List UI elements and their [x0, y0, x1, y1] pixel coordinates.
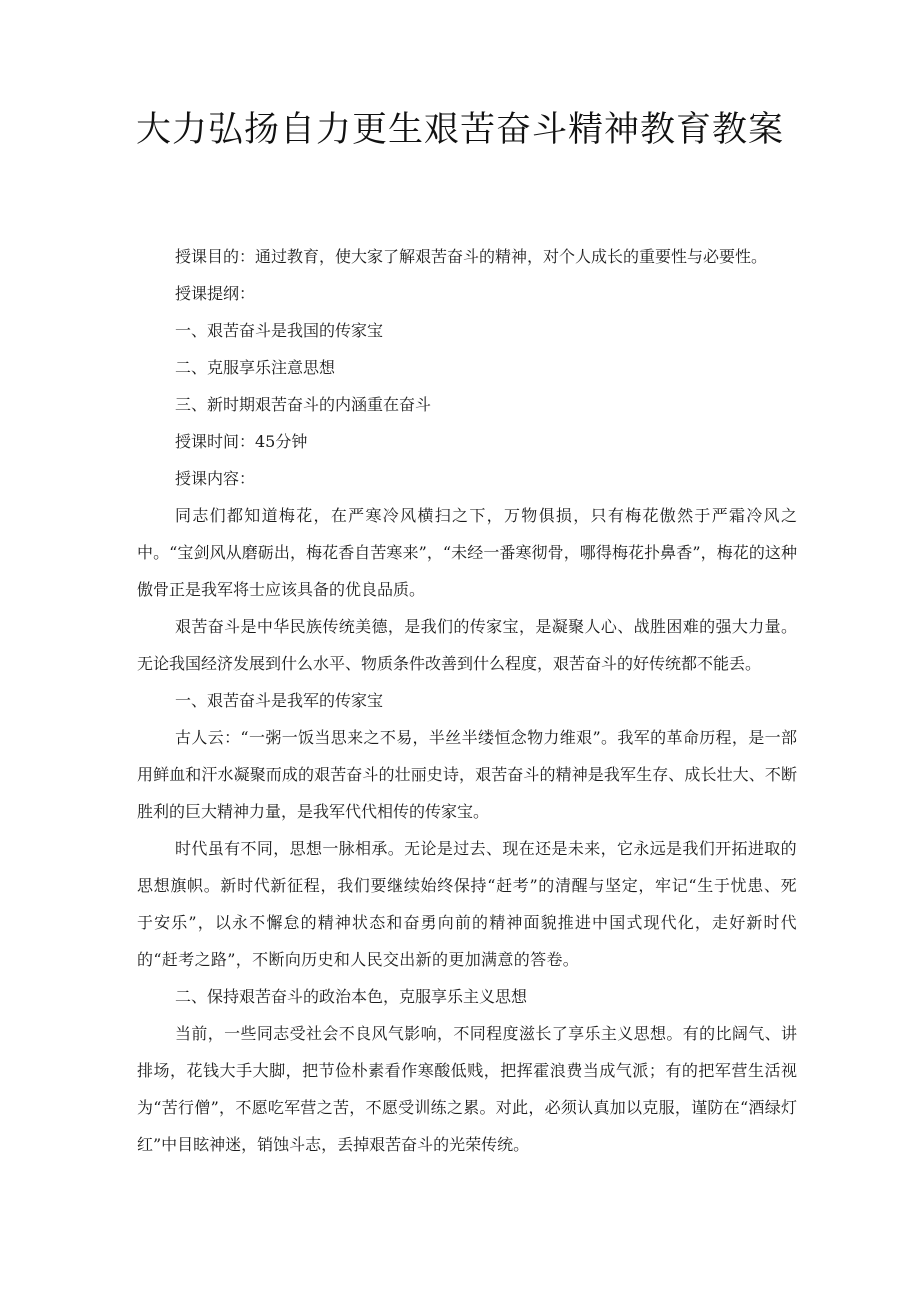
outline-item: 三、新时期艰苦奋斗的内涵重在奋斗 — [175, 395, 432, 414]
document-title: 大力弘扬自力更生艰苦奋斗精神教育教案 — [135, 110, 784, 150]
body-paragraph: 同志们都知道梅花，在严寒冷风横扫之下，万物俱损，只有梅花傲然于严霜冷风之中。“宝剑风从磨砺出，梅花香自苦寒来”，“未经一番寒彻骨，哪得梅花扑鼻香”，梅花的这种傲骨正是我军将士应该具备的优良品质。 — [137, 506, 797, 599]
outline-item: 一、艰苦奋斗是我国的传家宝 — [175, 321, 384, 340]
outline-item: 二、克服享乐注意思想 — [175, 358, 336, 377]
teaching-duration: 授课时间：45分钟 — [175, 432, 308, 451]
teaching-purpose: 授课目的：通过教育，使大家了解艰苦奋斗的精神，对个人成长的重要性与必要性。 — [175, 247, 768, 266]
content-label: 授课内容： — [175, 469, 256, 488]
body-paragraph: 时代虽有不同，思想一脉相承。无论是过去、现在还是未来，它永远是我们开拓进取的思想旗帜。新时代新征程，我们要继续始终保持“赶考”的清醒与坚定，牢记“生于忧患、死于安乐”，以永不懈怠的精神状态和奋勇向前的精神面貌推进中国式现代化，走好新时代的“赶考之路”，不断向历史和人民交出新的更加满意的答卷。 — [137, 839, 797, 969]
body-paragraph: 当前，一些同志受社会不良风气影响，不同程度滋长了享乐主义思想。有的比阔气、讲排场，花钱大手大脚，把节俭朴素看作寒酸低贱，把挥霍浪费当成气派；有的把军营生活视为“苦行僧”，不愿吃军营之苦，不愿受训练之累。对此，必须认真加以克服，谨防在“酒绿灯红”中目眩神迷，销蚀斗志，丢掉艰苦奋斗的光荣传统。 — [137, 1024, 797, 1154]
document-body — [137, 238, 797, 1163]
body-paragraph: 艰苦奋斗是中华民族传统美德，是我们的传家宝，是凝聚人心、战胜困难的强大力量。无论我国经济发展到什么水平、物质条件改善到什么程度，艰苦奋斗的好传统都不能丢。 — [137, 617, 797, 673]
section-heading: 一、艰苦奋斗是我军的传家宝 — [175, 691, 384, 710]
section-heading: 二、保持艰苦奋斗的政治本色，克服享乐主义思想 — [175, 987, 528, 1006]
body-paragraph: 古人云：“一粥一饭当思来之不易，半丝半缕恒念物力维艰”。我军的革命历程，是一部用鲜血和汗水凝聚而成的艰苦奋斗的壮丽史诗，艰苦奋斗的精神是我军生存、成长壮大、不断胜利的巨大精神力量，是我军代代相传的传家宝。 — [137, 728, 797, 821]
outline-label: 授课提纲： — [175, 284, 256, 303]
